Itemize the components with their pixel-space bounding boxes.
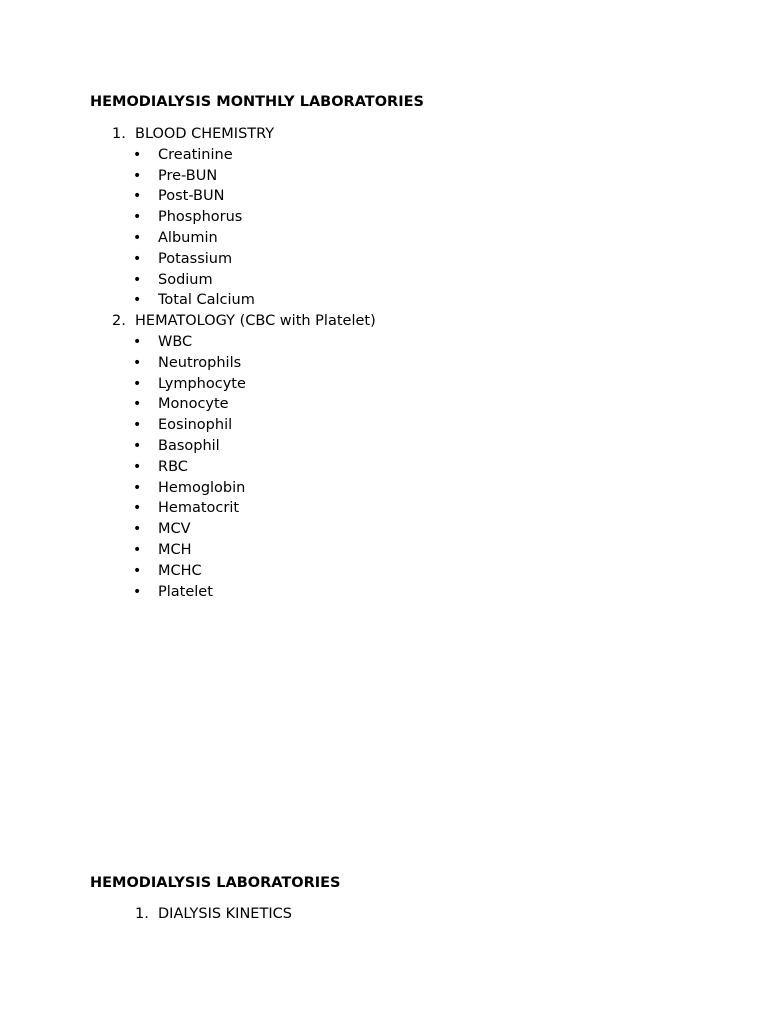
section-title-monthly-laboratories: HEMODIALYSIS MONTHLY LABORATORIES	[90, 94, 424, 110]
section-title-hemodialysis-laboratories: HEMODIALYSIS LABORATORIES	[90, 875, 341, 891]
list-item	[112, 166, 376, 187]
bullet-icon: •	[133, 583, 142, 600]
list-item	[112, 145, 376, 166]
bullet-icon: •	[133, 250, 142, 267]
bullet-icon: •	[133, 333, 142, 350]
list-number: 2.	[112, 313, 126, 330]
list-item	[112, 478, 376, 499]
bullet-icon: •	[133, 375, 142, 392]
list-item-label: Basophil	[158, 437, 220, 454]
list-group-blood-chemistry	[112, 124, 376, 145]
list-item-label: RBC	[158, 458, 188, 475]
list-item-label: Potassium	[158, 250, 233, 267]
list-item	[112, 436, 376, 457]
bullet-icon: •	[133, 479, 142, 496]
bullet-icon: •	[133, 417, 142, 434]
list-item-label: Hematocrit	[158, 500, 240, 517]
bullet-icon: •	[133, 458, 142, 475]
bullet-icon: •	[133, 292, 142, 309]
bullet-icon: •	[133, 229, 142, 246]
list-group-label: BLOOD CHEMISTRY	[135, 126, 275, 142]
list-item	[112, 207, 376, 228]
list-item	[112, 582, 376, 603]
list-item-label: Platelet	[158, 583, 213, 600]
list-item	[112, 457, 376, 478]
bullet-icon: •	[133, 500, 142, 517]
bullet-icon: •	[133, 146, 142, 163]
list-item-label: MCV	[158, 521, 191, 538]
list-item-label: Creatinine	[158, 146, 233, 163]
list-item	[112, 290, 376, 311]
bullet-icon: •	[133, 354, 142, 371]
list-item	[112, 353, 376, 374]
bullet-icon: •	[133, 167, 142, 184]
list-group-label: HEMATOLOGY (CBC with Platelet)	[135, 313, 376, 330]
list-item-label: Phosphorus	[158, 209, 243, 226]
list-item	[112, 540, 376, 561]
list-item	[112, 228, 376, 249]
bullet-icon: •	[133, 271, 142, 288]
list-item-label: Albumin	[158, 229, 218, 246]
list-item-label: Post-BUN	[158, 188, 225, 205]
hemodialysis-laboratories-list	[135, 904, 292, 925]
list-group-label: DIALYSIS KINETICS	[158, 906, 292, 922]
list-group-dialysis-kinetics	[135, 904, 292, 925]
bullet-icon: •	[133, 541, 142, 558]
list-item	[112, 519, 376, 540]
list-item	[112, 332, 376, 353]
bullet-icon: •	[133, 437, 142, 454]
list-number: 1.	[112, 126, 126, 142]
list-item-label: MCH	[158, 541, 192, 558]
list-item-label: WBC	[158, 333, 193, 350]
list-item-label: MCHC	[158, 562, 202, 579]
bullet-icon: •	[133, 562, 142, 579]
bullet-icon: •	[133, 188, 142, 205]
list-item-label: Lymphocyte	[158, 375, 246, 392]
list-item-label: Neutrophils	[158, 354, 242, 371]
list-item-label: Pre-BUN	[158, 167, 218, 184]
list-item	[112, 186, 376, 207]
list-item-label: Sodium	[158, 271, 213, 288]
list-group-hematology-cbc-with-platelet	[112, 311, 376, 332]
list-item-label: Hemoglobin	[158, 479, 246, 496]
bullet-icon: •	[133, 396, 142, 413]
list-item-label: Monocyte	[158, 396, 229, 413]
list-item	[112, 374, 376, 395]
list-item	[112, 561, 376, 582]
list-item	[112, 394, 376, 415]
list-item-label: Total Calcium	[158, 292, 255, 309]
list-item	[112, 498, 376, 519]
bullet-icon: •	[133, 521, 142, 538]
list-item	[112, 270, 376, 291]
monthly-laboratories-list	[112, 124, 376, 602]
list-item-label: Eosinophil	[158, 417, 233, 434]
list-item	[112, 415, 376, 436]
list-item	[112, 249, 376, 270]
list-number: 1.	[135, 906, 149, 922]
bullet-icon: •	[133, 209, 142, 226]
